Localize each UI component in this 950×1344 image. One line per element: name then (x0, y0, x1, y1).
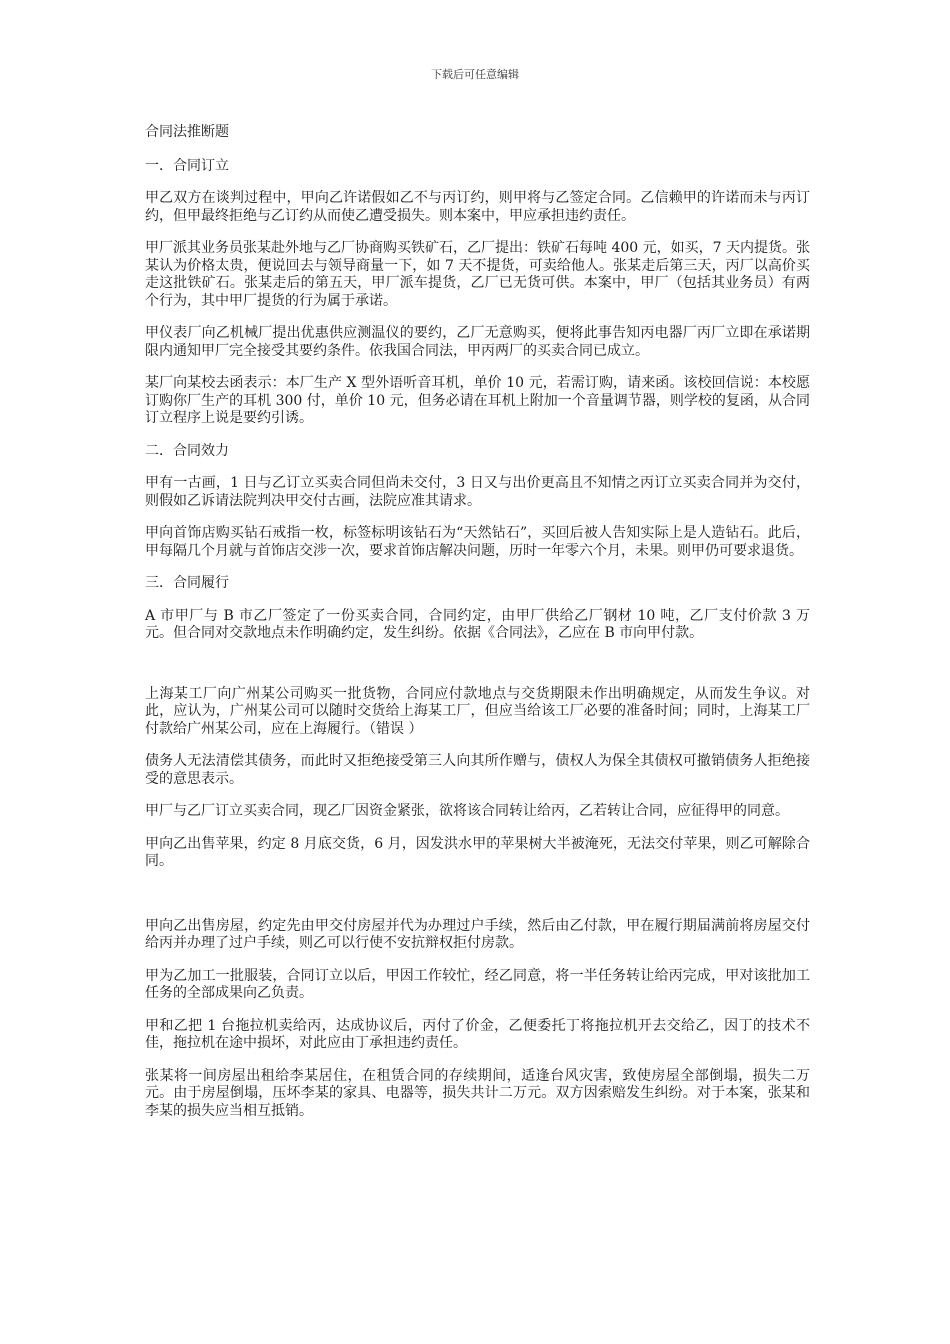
paragraph: 甲仪表厂向乙机械厂提出优惠供应测温仪的要约，乙厂无意购买，便将此事告知丙电器厂丙厂立即在承诺期限内通知甲厂完全接受其要约条件。依我国合同法，甲丙两厂的买卖合同已成立。 (145, 325, 810, 359)
section-heading-performance: 三．合同履行 (145, 575, 229, 591)
paragraph: 某厂向某校去函表示：本厂生产 X 型外语听音耳机，单价 10 元，若需订购，请来函。该校回信说：本校愿订购你厂生产的耳机 300 付，单价 10 元，但务必请在耳机上附加一个音量调节器，则学校的复函，从合同订立程序上说是要约引诱。 (145, 375, 810, 426)
paragraph: 甲向首饰店购买钻石戒指一枚，标签标明该钻石为“天然钻石”，买回后被人告知实际上是人造钻石。此后，甲每隔几个月就与首饰店交涉一次，要求首饰店解决问题，历时一年零六个月，未果。则甲仍可要求退货。 (145, 525, 810, 559)
paragraph: A 市甲厂与 B 市乙厂签定了一份买卖合同，合同约定，由甲厂供给乙厂钢材 10 吨，乙厂支付价款 3 万元。但合同对交款地点未作明确约定，发生纠纷。依据《合同法》，乙应在 B 市向甲付款。 (145, 607, 810, 641)
document-body (145, 124, 810, 1135)
paragraph: 甲厂与乙厂订立买卖合同，现乙厂因资金紧张，欲将该合同转让给丙，乙若转让合同，应征得甲的同意。 (145, 803, 789, 819)
paragraph: 甲厂派其业务员张某赴外地与乙厂协商购买铁矿石，乙厂提出：铁矿石每吨 400 元，如买，7 天内提货。张某认为价格太贵，便说回去与领导商量一下，如 7 天不提货，可卖给他人。张某走后第三天，丙厂以高价买走这批铁矿石。张某走后的第五天，甲厂派车提货，乙厂已无货可供。本案中，甲厂（包括其业务员）有两个行为，其中甲厂提货的行为属于承诺。 (145, 240, 810, 309)
paragraph: 甲乙双方在谈判过程中，甲向乙许诺假如乙不与丙订约，则甲将与乙签定合同。乙信赖甲的许诺而未与丙订约，但甲最终拒绝与乙订约从而使乙遭受损失。则本案中，甲应承担违约责任。 (145, 190, 810, 224)
page-header: 下载后可任意编辑 (431, 68, 519, 81)
paragraph: 甲和乙把 1 台拖拉机卖给丙，达成协议后，丙付了价金，乙便委托丁将拖拉机开去交给乙，因丁的技术不佳，拖拉机在途中损坏，对此应由丁承担违约责任。 (145, 1017, 810, 1051)
paragraph: 甲有一古画，1 日与乙订立买卖合同但尚未交付，3 日又与出价更高且不知情之丙订立买卖合同并为交付，则假如乙诉请法院判决甲交付古画，法院应准其请求。 (145, 475, 810, 509)
blank-space (145, 886, 810, 918)
section-heading-validity: 二．合同效力 (145, 442, 229, 459)
blank-space (145, 658, 810, 686)
paragraph: 甲向乙出售苹果，约定 8 月底交货，6 月，因发洪水甲的苹果树大半被淹死，无法交付苹果，则乙可解除合同。 (145, 835, 810, 869)
paragraph: 甲为乙加工一批服装，合同订立以后，甲因工作较忙，经乙同意，将一半任务转让给丙完成，甲对该批加工任务的全部成果向乙负责。 (145, 967, 810, 1001)
paragraph: 甲向乙出售房屋，约定先由甲交付房屋并代为办理过户手续，然后由乙付款，甲在履行期届满前将房屋交付给丙并办理了过户手续，则乙可以行使不安抗辩权拒付房款。 (145, 917, 810, 951)
document-title: 合同法推断题 (145, 124, 229, 140)
paragraph: 上海某工厂向广州某公司购买一批货物，合同应付款地点与交货期限未作出明确规定，从而发生争议。对此，应认为，广州某公司可以随时交货给上海某工厂，但应当给该工厂必要的准备时间；同时，上海某工厂付款给广州某公司，应在上海履行。（错误 ） (145, 685, 810, 737)
paragraph: 张某将一间房屋出租给李某居住，在租赁合同的存续期间，适逢台风灾害，致使房屋全部倒塌，损失二万元。由于房屋倒塌，压坏李某的家具、电器等，损失共计二万元。双方因索赔发生纠纷。对于本案，张某和李某的损失应当相互抵销。 (145, 1067, 810, 1119)
paragraph: 债务人无法清偿其债务，而此时又拒绝接受第三人向其所作赠与，债权人为保全其债权可撤销债务人拒绝接受的意思表示。 (145, 753, 810, 787)
section-heading-formation: 一．合同订立 (145, 157, 229, 174)
